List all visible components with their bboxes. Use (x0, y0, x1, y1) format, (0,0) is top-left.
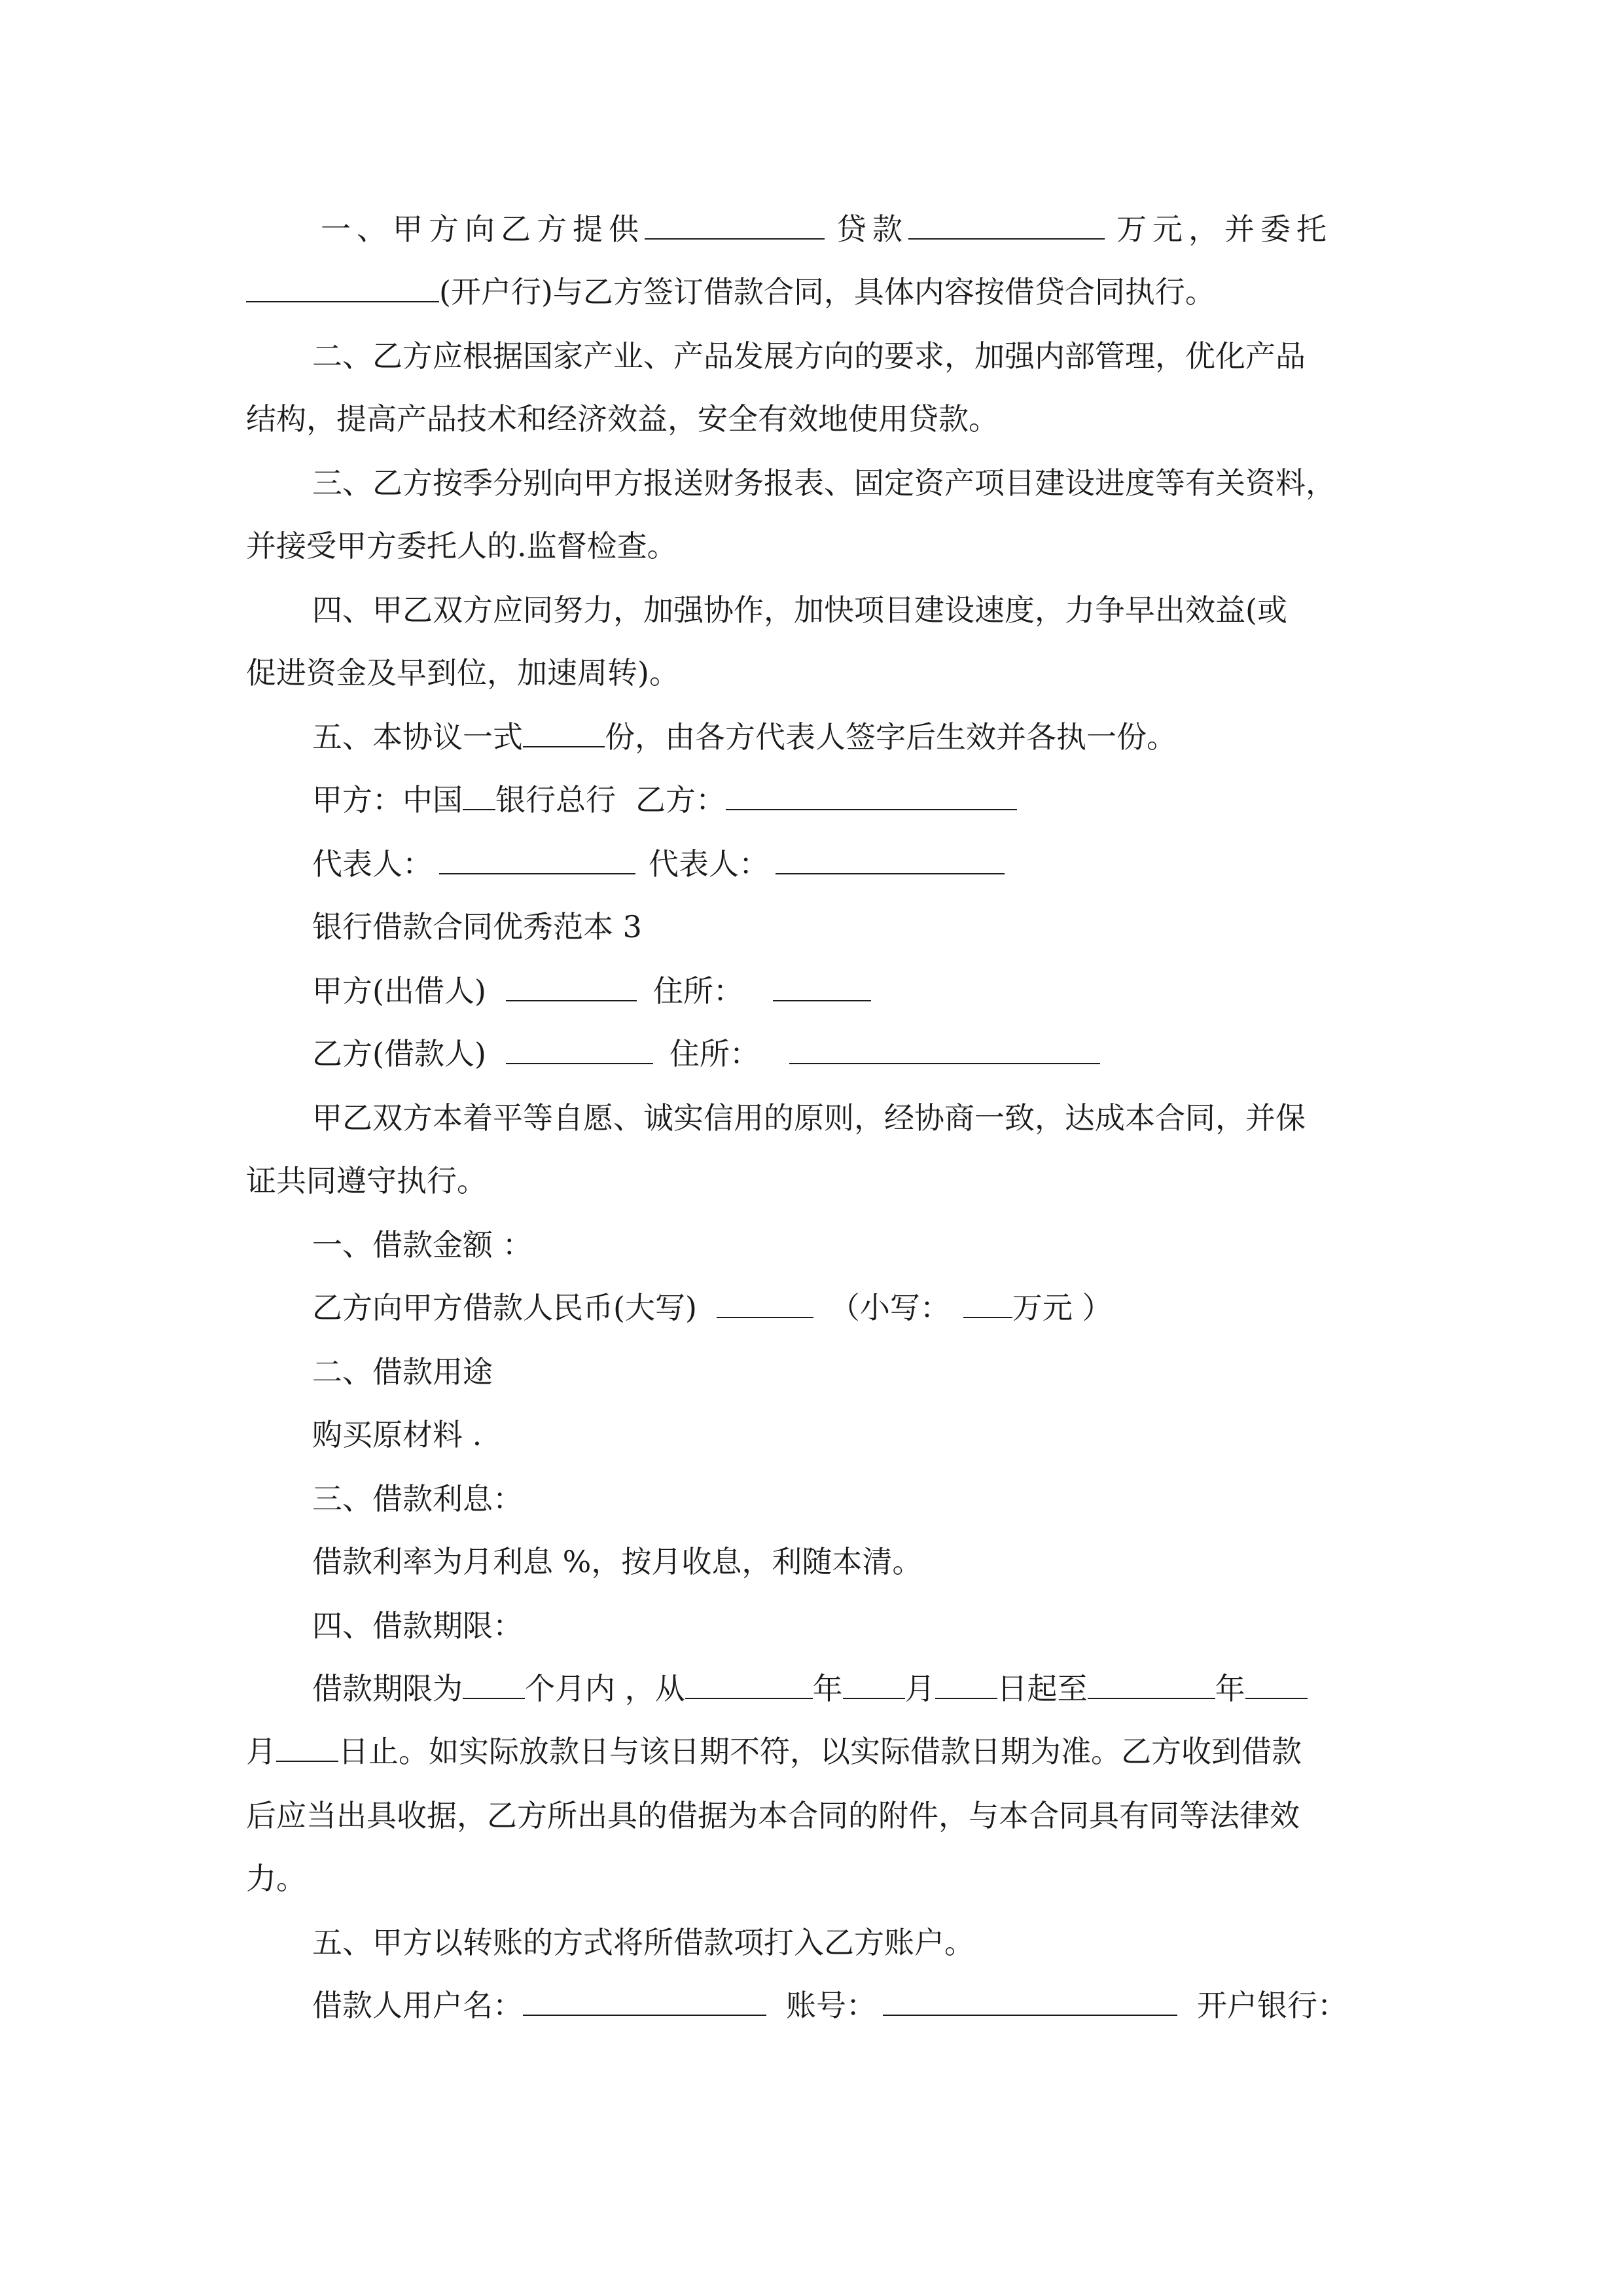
paragraph-5 (312, 717, 1177, 757)
s4-text-g: 月 (246, 1734, 276, 1769)
intro-line-2: 证共同遵守执行。 (246, 1163, 487, 1198)
account-number-label: 账号： (786, 1988, 876, 2023)
blank-start-month (843, 1669, 905, 1699)
s4-text-b: 个月内 ，从 (525, 1671, 685, 1706)
lender-line (312, 971, 871, 1011)
blank-lender-address (773, 971, 871, 1001)
p1-text-d: (开户行)与乙方签订借款合同，具体内容按借贷合同执行。 (439, 274, 1215, 310)
p5-text-a: 五、本协议一式 (312, 719, 523, 755)
p5-text-b: 份，由各方代表人签字后生效并各执一份。 (605, 719, 1177, 755)
p1-text-b: 贷款 (836, 211, 908, 247)
section-4-body-line-1 (312, 1669, 1308, 1708)
blank-account-name (523, 1986, 766, 2016)
section-4-body-line-2 (246, 1732, 1302, 1771)
blank-amount-2 (908, 209, 1105, 240)
blank-rep-a (439, 844, 635, 874)
section-3-body: 借款利率为月利息 %，按月收息，利随本清。 (312, 1544, 923, 1579)
paragraph-2-line-2: 结构，提高产品技术和经济效益，安全有效地使用贷款。 (246, 401, 999, 437)
blank-amount-words (717, 1288, 813, 1318)
rep-b-label: 代表人： (649, 846, 769, 882)
blank-borrower-address (789, 1034, 1100, 1064)
paragraph-1-line-1 (321, 209, 1332, 249)
blank-copies (523, 717, 605, 747)
signature-rep-line (312, 844, 1005, 884)
borrower-label: 乙方(借款人) (312, 1036, 486, 1071)
section-2-body: 购买原材料 . (312, 1417, 482, 1452)
intro-line-1: 甲乙双方本着平等自愿、诚实信用的原则，经协商一致，达成本合同，并保 (312, 1100, 1306, 1136)
blank-bank-name (463, 780, 495, 810)
s4-text-d: 月 (904, 1671, 935, 1706)
blank-rep-b (776, 844, 1005, 874)
blank-lender (506, 971, 637, 1001)
paragraph-2-line-1: 二、乙方应根据国家产业、产品发展方向的要求，加强内部管理，优化产品 (312, 338, 1306, 374)
blank-bank (246, 272, 439, 302)
account-bank-label: 开户银行： (1197, 1988, 1347, 2023)
section-2-title: 二、借款用途 (312, 1354, 493, 1390)
paragraph-3-line-1: 三、乙方按季分别向甲方报送财务报表、固定资产项目建设进度等有关资料， (312, 465, 1336, 501)
account-name-label: 借款人用户名： (312, 1988, 523, 2023)
section-3-title: 三、借款利息： (312, 1481, 523, 1516)
section-4-title: 四、借款期限： (312, 1608, 523, 1643)
section-4-body-line-4: 力。 (246, 1861, 306, 1896)
blank-end-day (276, 1732, 338, 1762)
blank-end-month (1245, 1669, 1308, 1699)
s4-text-f: 年 (1215, 1671, 1245, 1706)
p1-text-c: 万元，并委托 (1116, 211, 1332, 247)
blank-months (463, 1669, 525, 1699)
rep-a-label: 代表人： (312, 846, 433, 882)
blank-party-b (726, 780, 1017, 810)
lender-label: 甲方(出借人) (312, 973, 486, 1009)
blank-amount-1 (645, 209, 825, 240)
party-b-label: 乙方： (635, 782, 726, 817)
borrower-address-label: 住所： (669, 1036, 760, 1071)
blank-borrower (506, 1034, 653, 1064)
p1-text-a: 一、甲方向乙方提供 (321, 211, 645, 247)
s1-text-b: （小写： (829, 1290, 950, 1325)
lender-address-label: 住所： (652, 973, 743, 1009)
account-line (312, 1986, 1347, 2025)
s4-text-a: 借款期限为 (312, 1671, 463, 1706)
s1-text-a: 乙方向甲方借款人民币(大写) (312, 1290, 697, 1325)
blank-end-year (1088, 1669, 1215, 1699)
party-a-bank: 银行总行 (495, 782, 616, 817)
s4-text-e: 日起至 (997, 1671, 1088, 1706)
borrower-line (312, 1034, 1100, 1073)
section-1-title: 一、借款金额 ： (312, 1227, 533, 1263)
paragraph-3-line-2: 并接受甲方委托人的.监督检查。 (246, 528, 677, 564)
section-heading: 银行借款合同优秀范本 3 (312, 909, 642, 944)
s4-text-h: 日止。如实际放款日与该日期不符，以实际借款日期为准。乙方收到借款 (338, 1734, 1302, 1769)
signature-party-line (312, 780, 1017, 819)
section-1-body (312, 1288, 1113, 1327)
s1-text-c: 万元 ） (1012, 1290, 1113, 1325)
blank-start-year (685, 1669, 813, 1699)
s4-text-c: 年 (812, 1671, 843, 1706)
section-4-body-line-3: 后应当出具收据，乙方所出具的借据为本合同的附件，与本合同具有同等法律效 (246, 1798, 1300, 1833)
paragraph-4-line-2: 促进资金及早到位，加速周转)。 (246, 655, 679, 691)
section-5: 五、甲方以转账的方式将所借款项打入乙方账户。 (312, 1925, 974, 1960)
paragraph-4-line-1: 四、甲乙双方应同努力，加强协作，加快项目建设速度，力争早出效益(或 (312, 592, 1287, 628)
blank-amount-figures (963, 1288, 1012, 1318)
paragraph-1-line-2 (246, 272, 1215, 312)
blank-account-number (883, 1986, 1177, 2016)
blank-start-day (935, 1669, 997, 1699)
party-a-label: 甲方：中国 (312, 782, 463, 817)
